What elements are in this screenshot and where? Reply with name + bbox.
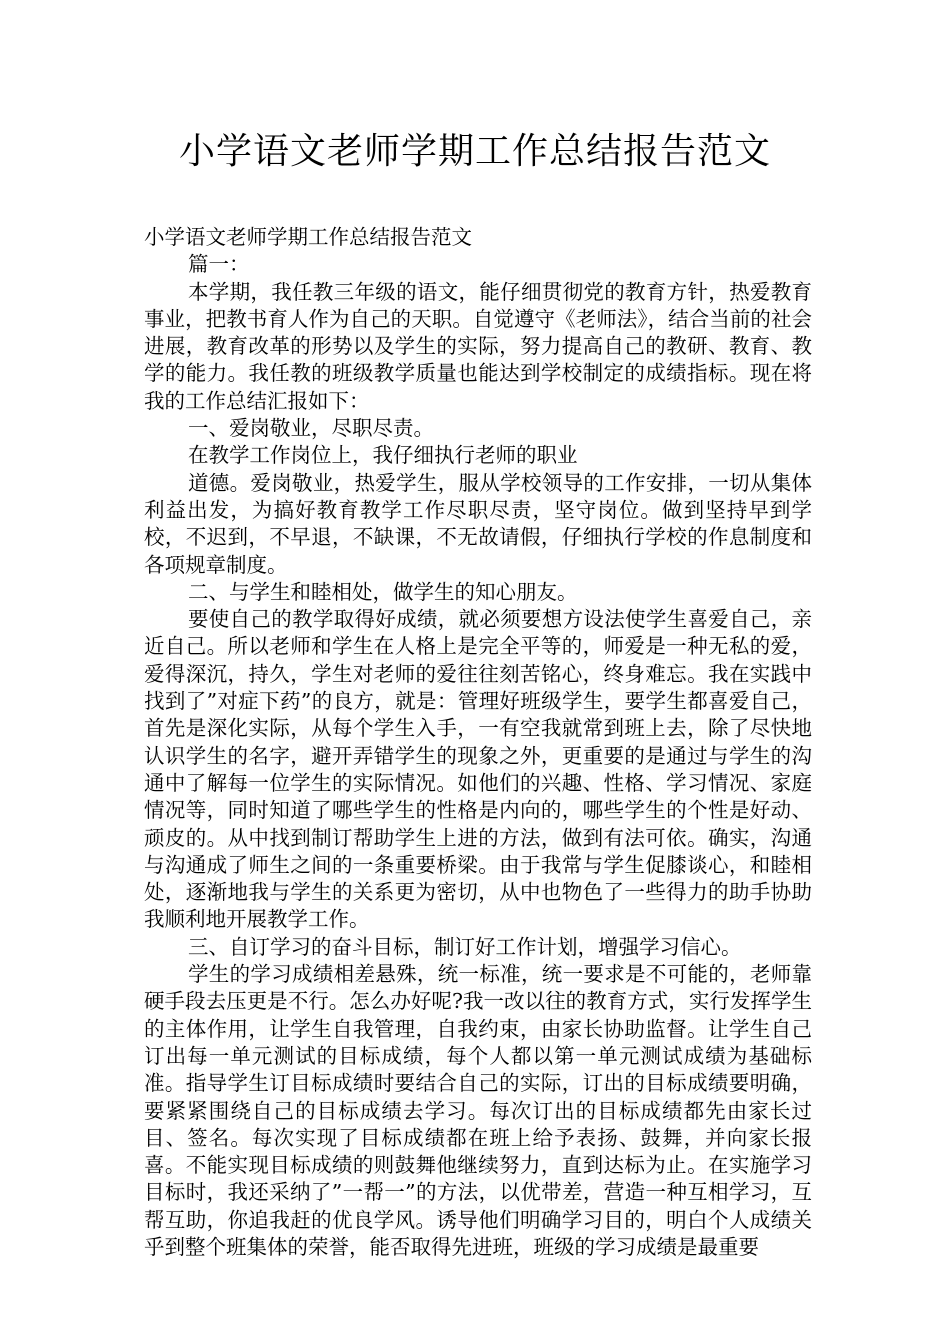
section-heading: 二、与学生和睦相处，做学生的知心朋友。 bbox=[188, 579, 578, 604]
body-paragraph: 在教学工作岗位上，我仔细执行老师的职业 bbox=[188, 443, 578, 468]
body-paragraph: 学生的学习成绩相差悬殊，统一标准，统一要求是不可能的，老师靠硬手段去压更是不行。怎么办好呢?我一改以往的教育方式，实行发挥学生的主体作用，让学生自我管理，自我约束，由家长协助监督。让学生自己订出每一单元测试的目标成绩，每个人都以第一单元测试成绩为基础标准。指导学生订目标成绩时要结合自己的实际，订出的目标成绩要明确，要紧紧围绕自己的目标成绩去学习。每次订出的目标成绩都先由家长过目、签名。每次实现了目标成绩都在班上给予表扬、鼓舞，并向家长报喜。不能实现目标成绩的则鼓舞他继续努力，直到达标为止。在实施学习目标时，我还采纳了”一帮一”的方法，以优带差，营造一种互相学习，互帮互助，你追我赶的优良学风。诱导他们明确学习目的，明白个人成绩关乎到整个班集体的荣誉，能否取得先进班，班级的学习成绩是最重要 bbox=[144, 962, 812, 1259]
body-paragraph: 小学语文老师学期工作总结报告范文 bbox=[144, 225, 472, 249]
document-title: 小学语文老师学期工作总结报告范文 bbox=[178, 131, 771, 172]
section-heading: 一、爱岗敬业，尽职尽责。 bbox=[188, 416, 434, 441]
body-paragraph: 道德。爱岗敬业，热爱学生，服从学校领导的工作安排，一切从集体利益出发，为搞好教育教学工作尽职尽责，坚守岗位。做到坚持早到学校，不迟到，不早退，不缺课，不无故请假，仔细执行学校的作息制度和各项规章制度。 bbox=[144, 470, 812, 577]
section-heading: 三、自订学习的奋斗目标，制订好工作计划，增强学习信心。 bbox=[188, 934, 742, 959]
body-paragraph: 要使自己的教学取得好成绩，就必须要想方设法使学生喜爱自己，亲近自己。所以老师和学生在人格上是完全平等的，师爱是一种无私的爱，爱得深沉，持久，学生对老师的爱往往刻苦铭心，终身难忘。我在实践中找到了”对症下药”的良方，就是：管理好班级学生，要学生都喜爱自己，首先是深化实际，从每个学生入手，一有空我就常到班上去，除了尽快地认识学生的名字，避开弄错学生的现象之外，更重要的是通过与学生的沟通中了解每一位学生的实际情况。如他们的兴趣、性格、学习情况、家庭情况等，同时知道了哪些学生的性格是内向的，哪些学生的个性是好动、顽皮的。从中找到制订帮助学生上进的方法，做到有法可依。确实，沟通与沟通成了师生之间的一条重要桥梁。由于我常与学生促膝谈心，和睦相处，逐渐地我与学生的关系更为密切，从中也物色了一些得力的助手协助我顺利地开展教学工作。 bbox=[144, 607, 812, 932]
body-paragraph: 本学期，我任教三年级的语文，能仔细贯彻党的教育方针，热爱教育事业，把教书育人作为自己的天职。自觉遵守《老师法》，结合当前的社会进展，教育改革的形势以及学生的实际，努力提高自己的教研、教育、教学的能力。我任教的班级教学质量也能达到学校制定的成绩指标。现在将我的工作总结汇报如下： bbox=[144, 279, 812, 413]
document-body bbox=[144, 224, 812, 1261]
body-paragraph: 篇一： bbox=[188, 252, 250, 277]
